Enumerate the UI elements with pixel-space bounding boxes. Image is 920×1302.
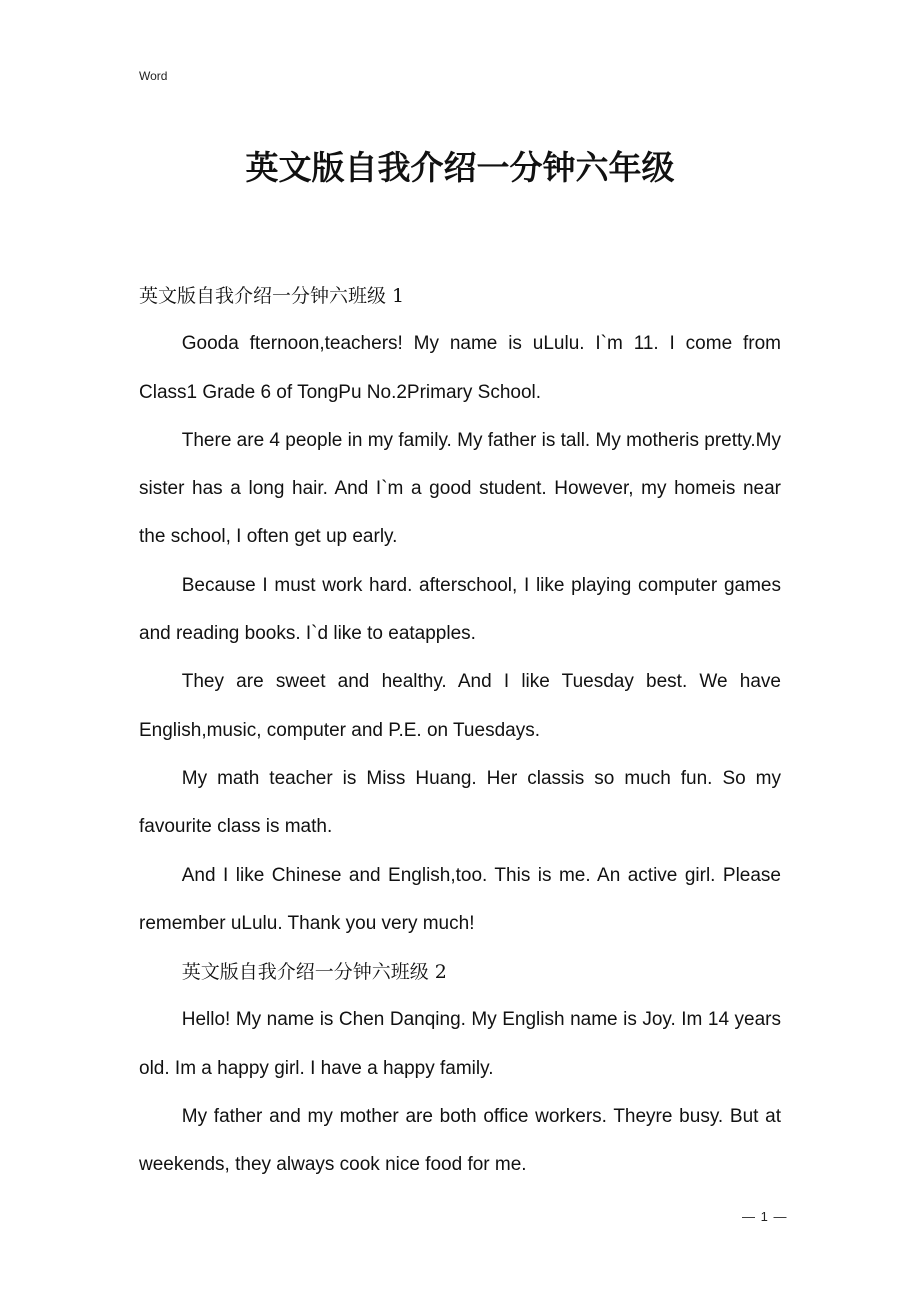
paragraph: Hello! My name is Chen Danqing. My English name is Joy. Im 14 years old. Im a happy girl. I have a happy family. [139, 1009, 781, 1079]
section-heading: 英文版自我介绍一分钟六班级 2 [181, 961, 447, 984]
section-heading: 英文版自我介绍一分钟六班级 1 [139, 285, 405, 307]
paragraph: And I like Chinese and English,too. This is me. An active girl. Please remember uLulu. Thank you very much! [139, 864, 781, 934]
paragraph: My father and my mother are both office workers. Theyre busy. But at weekends, they always cook nice food for me. [139, 1106, 781, 1176]
paragraph: My math teacher is Miss Huang. Her classis so much fun. So my favourite class is math. [139, 767, 781, 838]
header-label: Word [139, 69, 168, 83]
paragraph: They are sweet and healthy. And I like Tuesday best. We have English,music, computer and P.E. on Tuesdays. [139, 671, 781, 741]
paragraph: Gooda fternoon,teachers! My name is uLulu. I`m 11. I come from Class1 Grade 6 of TongPu No.2Primary School. [139, 333, 781, 403]
paragraph: There are 4 people in my family. My father is tall. My motheris pretty.My sister has a long hair. And I`m a good student. However, my homeis near the school, I often get up early. [139, 429, 781, 548]
page-number: — 1 — [742, 1209, 788, 1224]
document-body [139, 272, 781, 1190]
paragraph: Because I must work hard. afterschool, I like playing computer games and reading books. I`d like to eatapples. [139, 574, 781, 645]
document-title: 英文版自我介绍一分钟六年级 [245, 148, 675, 187]
